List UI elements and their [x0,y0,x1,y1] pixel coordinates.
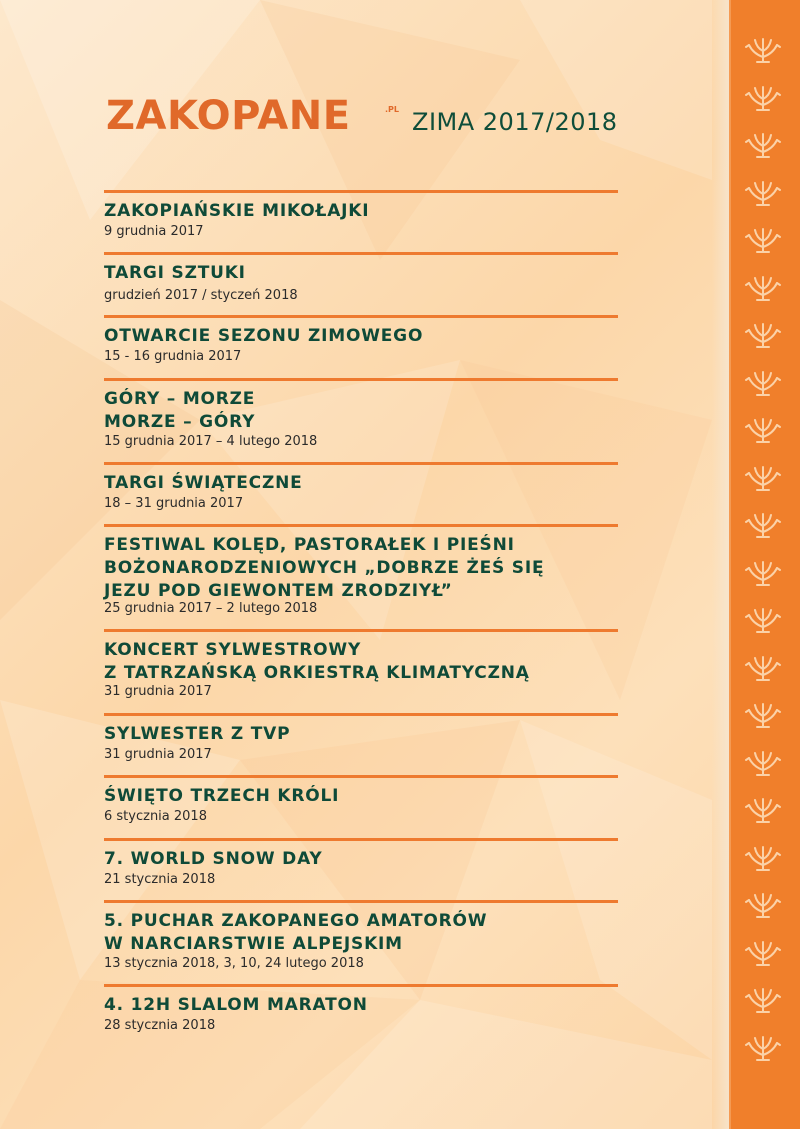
event-title [104,472,624,495]
event-title [104,639,624,685]
event-divider [104,252,618,255]
event-divider [104,775,618,778]
event-divider [104,524,618,527]
event-title-line: SYLWESTER Z TVP [104,724,291,744]
event-title [104,723,624,746]
event-date: 9 grudnia 2017 [104,224,204,239]
event-date: 31 grudnia 2017 [104,684,212,699]
event-date: 15 - 16 grudnia 2017 [104,349,242,364]
logo-suffix: .PL [385,105,399,114]
flower-ornament-icon [743,83,783,113]
flower-ornament-icon [743,415,783,445]
event-title-line: ŚWIĘTO TRZECH KRÓLI [104,786,340,806]
event-title-line: 5. PUCHAR ZAKOPANEGO AMATORÓW [104,911,488,931]
event-date: grudzień 2017 / styczeń 2018 [104,288,298,303]
flower-ornament-icon [743,605,783,635]
flower-ornament-icon [743,368,783,398]
event-divider [104,190,618,193]
event-title-line: JEZU POD GIEWONTEM ZRODZIYŁ” [104,581,453,601]
event-divider [104,900,618,903]
flower-ornament-icon [743,795,783,825]
event-title [104,910,624,956]
event-title-line: ZAKOPIAŃSKIE MIKOŁAJKI [104,201,370,221]
event-title-line: TARGI SZTUKI [104,263,246,283]
event-date: 18 – 31 grudnia 2017 [104,496,244,511]
event-title-line: W NARCIARSTWIE ALPEJSKIM [104,934,403,954]
event-title-line: OTWARCIE SEZONU ZIMOWEGO [104,326,424,346]
flower-ornament-icon [743,985,783,1015]
flower-ornament-icon [743,843,783,873]
event-divider [104,378,618,381]
flower-ornament-icon [743,510,783,540]
event-title-line: TARGI ŚWIĄTECZNE [104,473,303,493]
event-date: 25 grudnia 2017 – 2 lutego 2018 [104,601,318,616]
flower-ornament-icon [743,653,783,683]
event-title [104,848,624,871]
event-divider [104,315,618,318]
flower-ornament-icon [743,463,783,493]
event-title [104,785,624,808]
flower-ornament-icon [743,890,783,920]
flower-ornament-icon [743,273,783,303]
season-title: ZIMA 2017/2018 [412,108,618,136]
event-divider [104,838,618,841]
flower-ornament-icon [743,700,783,730]
strip-shadow [712,0,729,1129]
flower-ornament-icon [743,320,783,350]
flower-ornament-icon [743,225,783,255]
event-title [104,262,624,285]
event-title-line: KONCERT SYLWESTROWY [104,640,362,660]
event-title-line: BOŻONARODZENIOWYCH „DOBRZE ŻEŚ SIĘ [104,558,545,578]
event-divider [104,629,618,632]
header [106,92,626,148]
flower-ornament-icon [743,558,783,588]
event-date: 13 stycznia 2018, 3, 10, 24 lutego 2018 [104,956,364,971]
event-title [104,994,624,1017]
flower-ornament-icon [743,35,783,65]
event-title [104,325,624,348]
event-title-line: Z TATRZAŃSKĄ ORKIESTRĄ KLIMATYCZNĄ [104,663,530,683]
event-title-line: 7. WORLD SNOW DAY [104,849,323,869]
event-date: 15 grudnia 2017 – 4 lutego 2018 [104,434,318,449]
flower-ornament-icon [743,130,783,160]
event-title-line: 4. 12H SLALOM MARATON [104,995,368,1015]
flower-ornament-icon [743,1033,783,1063]
event-divider [104,462,618,465]
event-divider [104,984,618,987]
event-date: 21 stycznia 2018 [104,872,216,887]
event-title [104,200,624,223]
event-title-line: FESTIWAL KOLĘD, PASTORAŁEK I PIEŚNI [104,535,515,555]
flower-ornament-icon [743,938,783,968]
event-date: 31 grudnia 2017 [104,747,212,762]
event-title [104,534,624,603]
event-date: 28 stycznia 2018 [104,1018,216,1033]
event-title-line: MORZE – GÓRY [104,412,256,432]
event-title [104,388,624,434]
flower-ornament-icon [743,748,783,778]
event-date: 6 stycznia 2018 [104,809,207,824]
event-title-line: GÓRY – MORZE [104,389,256,409]
zakopane-logo: ZAKOPANE [106,93,351,139]
event-divider [104,713,618,716]
flower-ornament-icon [743,178,783,208]
